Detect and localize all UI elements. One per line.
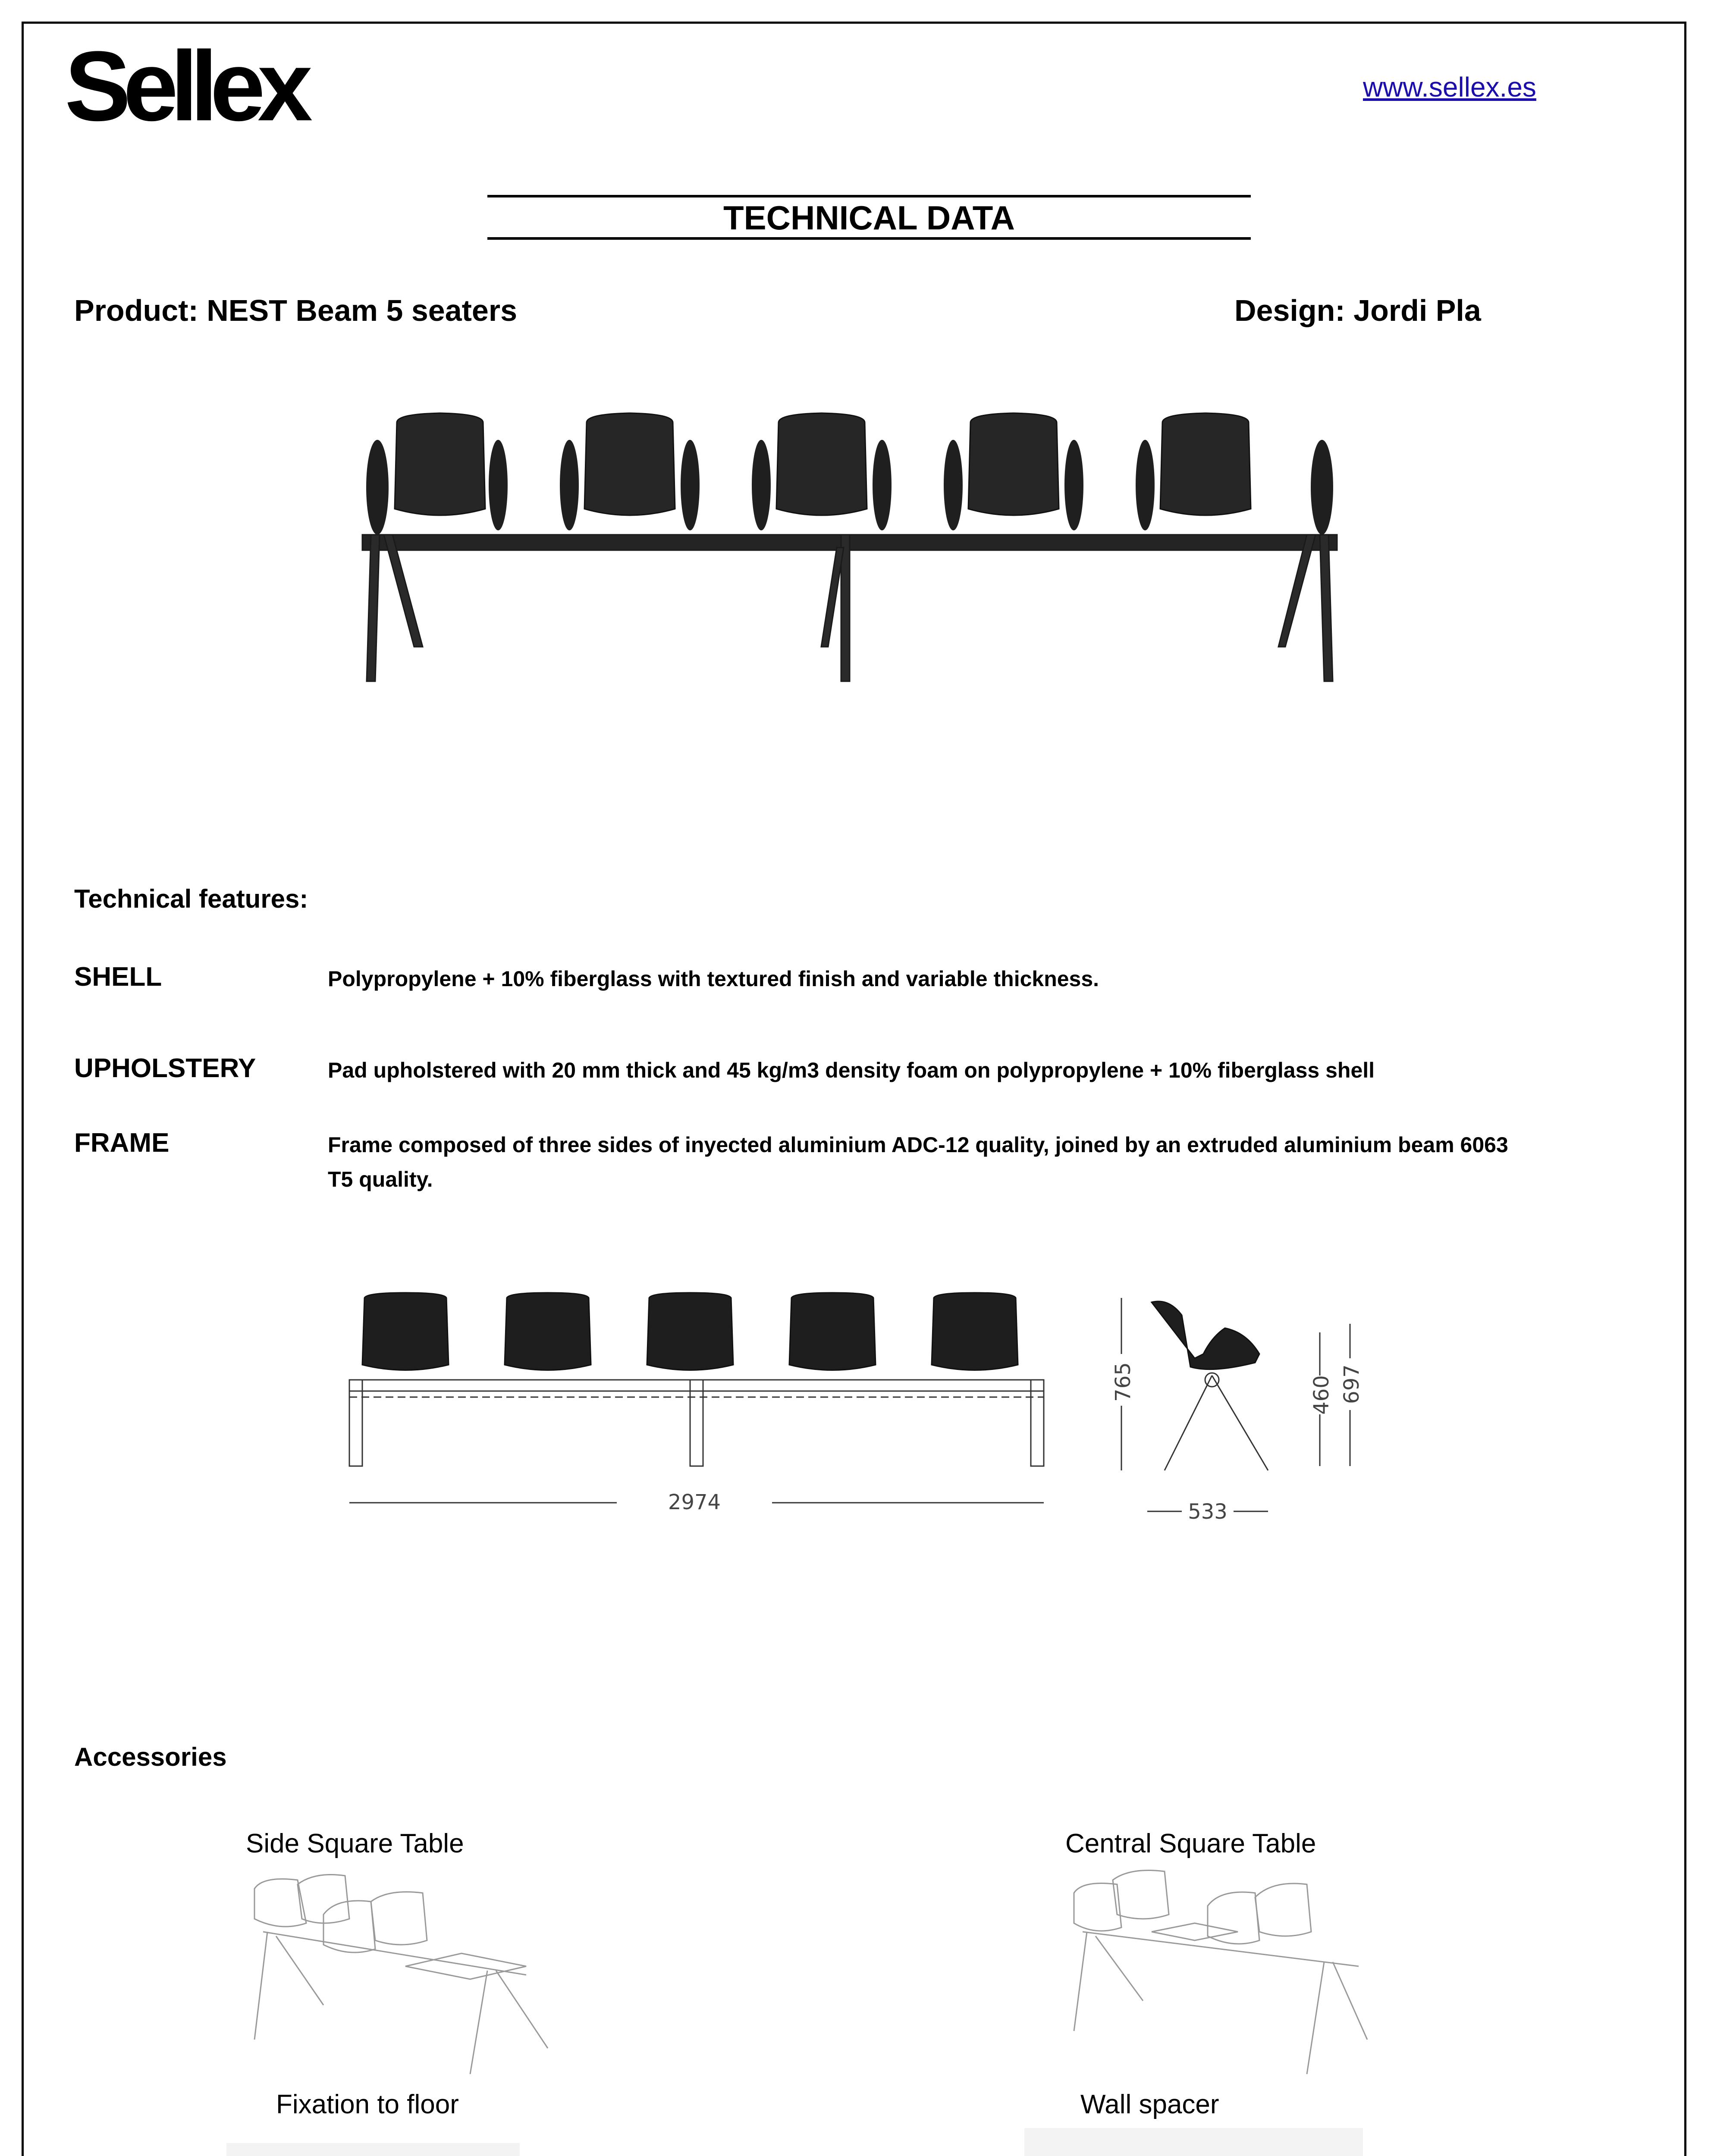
central-table-sketch	[1065, 1867, 1380, 2083]
feature-value-upholstery: Pad upholstered with 20 mm thick and 45 kg/m3 density foam on polypropylene + 10% fiberglass shell	[328, 1058, 1375, 1082]
sellex-logo: Sellex	[65, 31, 305, 141]
designer-name: Design: Jordi Pla	[1234, 294, 1481, 327]
dimension-seat-height: 460	[1309, 1375, 1334, 1415]
feature-key-shell: SHELL	[74, 962, 162, 992]
side-table-sketch	[246, 1867, 561, 2083]
product-name: Product: NEST Beam 5 seaters	[74, 294, 518, 327]
accessory-label-fixation: Fixation to floor	[276, 2090, 459, 2119]
fixation-photo	[226, 2143, 520, 2156]
page-title: TECHNICAL DATA	[723, 199, 1015, 237]
dimension-depth: 533	[1188, 1500, 1228, 1524]
feature-value-shell: Polypropylene + 10% fiberglass with textured finish and variable thickness.	[328, 967, 1099, 991]
product-photo	[354, 405, 1346, 690]
dimension-height: 765	[1111, 1362, 1135, 1402]
side-view-drawing	[1104, 1289, 1372, 1531]
features-heading: Technical features:	[74, 884, 308, 913]
seat-shells	[395, 413, 1251, 515]
feature-key-frame: FRAME	[74, 1128, 170, 1158]
title-top-rule	[487, 195, 1251, 197]
title-bottom-rule	[487, 237, 1251, 240]
feature-key-upholstery: UPHOLSTERY	[74, 1053, 256, 1083]
dimension-width: 2974	[668, 1490, 721, 1514]
accessory-label-side-table: Side Square Table	[246, 1829, 464, 1858]
feature-value-frame: Frame composed of three sides of inyected aluminium ADC-12 quality, joined by an extruded aluminium beam 6063 T5 quality.	[328, 1133, 1508, 1191]
accessory-label-wall-spacer: Wall spacer	[1080, 2090, 1219, 2119]
dimension-arm-height: 697	[1340, 1364, 1364, 1404]
accessory-label-central-table: Central Square Table	[1065, 1829, 1316, 1858]
wall-spacer-photo	[1024, 2128, 1363, 2156]
website-link[interactable]: www.sellex.es	[1363, 72, 1536, 103]
front-view-drawing	[341, 1289, 1061, 1531]
accessories-heading: Accessories	[74, 1742, 227, 1771]
